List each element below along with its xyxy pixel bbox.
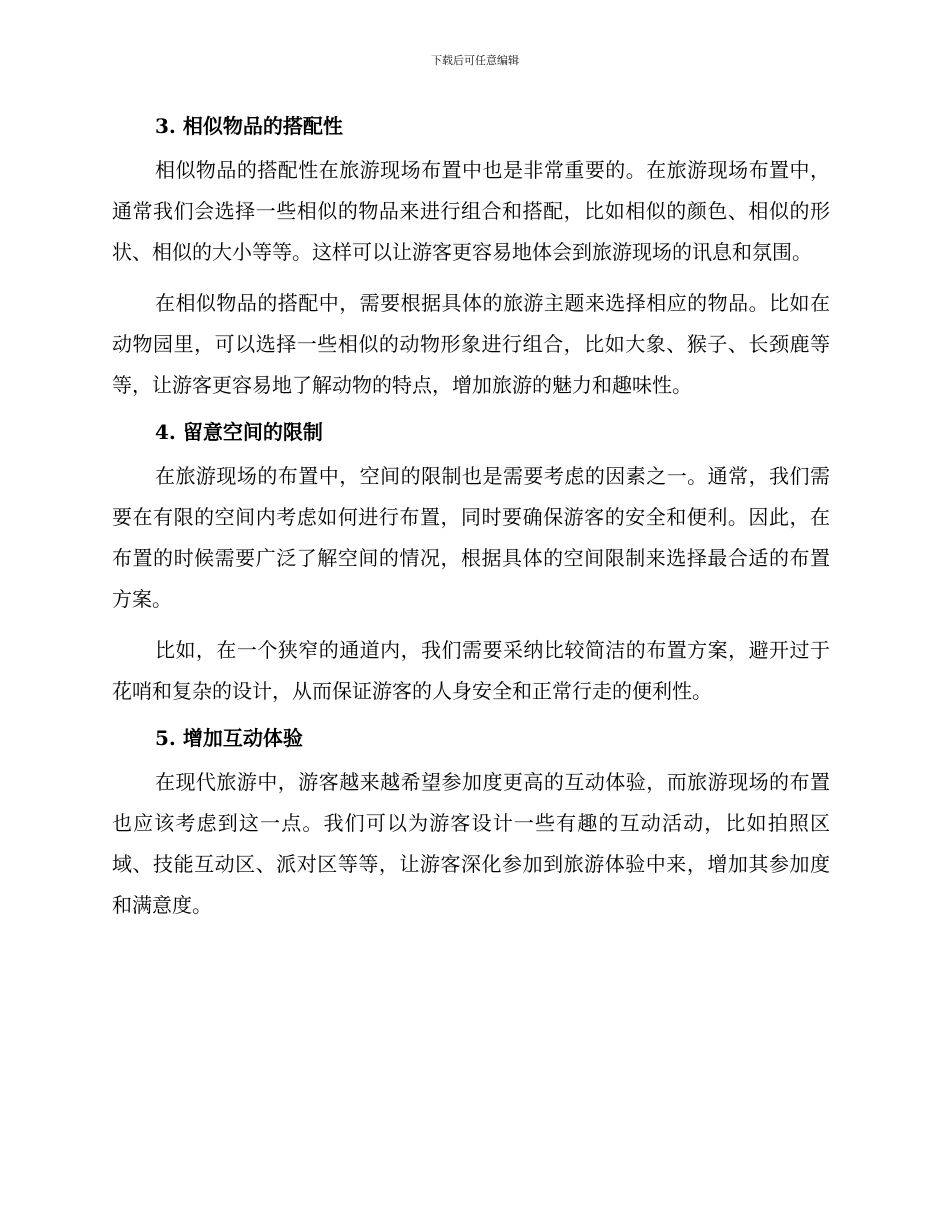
section-4: [112, 416, 830, 712]
page-header: 下载后可任意编辑: [431, 54, 519, 67]
paragraph: 在旅游现场的布置中，空间的限制也是需要考虑的因素之一。通常，我们需要在有限的空间内考虑如何进行布置，同时要确保游客的安全和便利。因此，在布置的时候需要广泛了解空间的情况，根据具体的空间限制来选择最合适的布置方案。: [112, 464, 830, 611]
document-body: [112, 110, 830, 936]
section-3: [112, 110, 830, 406]
section-5: [112, 722, 830, 926]
paragraph: 在现代旅游中，游客越来越希望参加度更高的互动体验，而旅游现场的布置也应该考虑到这一点。我们可以为游客设计一些有趣的互动活动，比如拍照区域、技能互动区、派对区等等，让游客深化参加到旅游体验中来，增加其参加度和满意度。: [112, 770, 830, 917]
section-heading: 5. 增加互动体验: [155, 726, 303, 750]
section-heading: 4. 留意空间的限制: [155, 420, 323, 444]
paragraph: 在相似物品的搭配中，需要根据具体的旅游主题来选择相应的物品。比如在动物园里，可以选择一些相似的动物形象进行组合，比如大象、猴子、长颈鹿等等，让游客更容易地了解动物的特点，增加旅游的魅力和趣味性。: [112, 291, 830, 397]
paragraph: 比如，在一个狭窄的通道内，我们需要采纳比较简洁的布置方案，避开过于花哨和复杂的设计，从而保证游客的人身安全和正常行走的便利性。: [112, 638, 830, 703]
paragraph: 相似物品的搭配性在旅游现场布置中也是非常重要的。在旅游现场布置中，通常我们会选择一些相似的物品来进行组合和搭配，比如相似的颜色、相似的形状、相似的大小等等。这样可以让游客更容易地体会到旅游现场的讯息和氛围。: [112, 158, 830, 264]
section-heading: 3. 相似物品的搭配性: [155, 114, 343, 138]
